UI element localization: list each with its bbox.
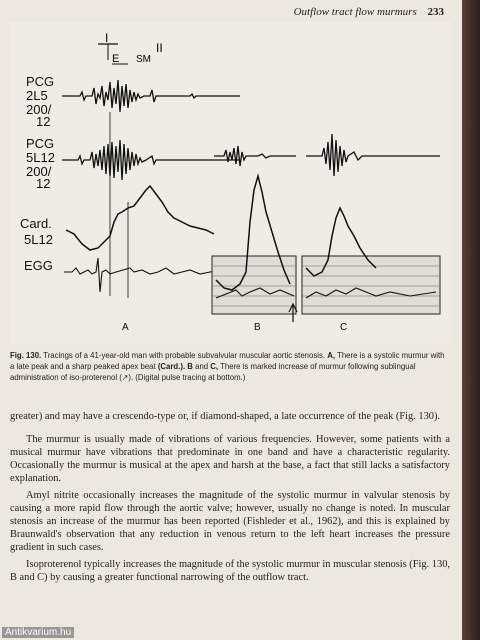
book-spine-edge: [462, 0, 480, 640]
paragraph-4: Isoproterenol typically increases the magnitude of the systolic murmur in muscular stenosis (Fig. 130, B and C) by causing a greater functional narrowing of the outflow tract.: [10, 559, 450, 583]
page-number: 233: [427, 6, 444, 18]
caption-and: and: [195, 362, 211, 371]
grid-box-b: [212, 256, 296, 314]
running-header: [294, 6, 444, 18]
label-pcg2: PCG: [26, 136, 55, 151]
label-pcg2-position: 5L12: [26, 150, 55, 165]
label-ecg: EGG: [24, 258, 53, 273]
watermark: Antikvarium.hu: [2, 627, 74, 638]
panel-label-a: A: [122, 322, 129, 333]
phonocardiogram-tracings: [10, 22, 452, 344]
pcg2-trace-a: [62, 140, 240, 180]
grid-box-c: [302, 256, 440, 314]
caption-line3: There is marked increase of murmur following sublingual administration of iso-: [10, 362, 416, 382]
label-pcg2-filter-b: 12: [36, 176, 51, 191]
figure-caption: [10, 350, 450, 383]
caption-line4: proterenol (↗). (Digital pulse tracing at bottom.): [81, 373, 246, 382]
paragraph-2: The murmur is usually made of vibrations of various frequencies. However, some patients with a musical murmur have vibrations that predominate in one band and have a characteristic regularity. Occasionally the murmur is musical at the apex and harsh at the base, a fact that still lacks a satisfactory explanation.: [10, 434, 450, 484]
caption-part-a: A,: [327, 351, 336, 360]
paragraph-3: Amyl nitrite occasionally increases the magnitude of the systolic murmur in valvular stenosis by causing a more rapid flow through the aortic valve; however, usually no change is noted. In muscular stenosis an increase of the murmur has been reported (Fishleder et al., 1962), and this is explained by Braunwald's observation that any reduction in venous return to the left heart increases the pressure gradient in such cases.: [10, 490, 450, 553]
marker-first-sound: I: [105, 31, 109, 45]
marker-ejection: E: [112, 53, 120, 65]
paragraph-1: greater) and may have a crescendo-type or, if diamond-shaped, a late occurrence of the peak (Fig. 130).: [10, 411, 441, 422]
figure-number: Fig. 130.: [10, 351, 42, 360]
pcg-trace-b: [214, 146, 296, 166]
running-title: Outflow tract flow murmurs: [293, 6, 417, 18]
panel-label-b: B: [254, 322, 261, 333]
caption-part-b: B: [185, 362, 193, 371]
caption-part-c: C,: [210, 362, 219, 371]
label-cardiogram-position: 5L12: [24, 232, 53, 247]
pcg-trace-c: [306, 134, 440, 176]
label-pcg1-position: 2L5: [26, 88, 48, 103]
label-pcg1-filter: 200/: [26, 102, 52, 117]
marker-second-sound: II: [156, 41, 163, 55]
caption-line1: Tracings of a 41-year-old man with probable subvalvular muscular aortic stenosis.: [41, 351, 326, 360]
panel-label-c: C: [340, 322, 348, 333]
label-pcg1-filter-b: 12: [36, 114, 51, 129]
caption-card-ref: (Card.).: [157, 362, 186, 371]
ecg-trace-a: [64, 258, 220, 292]
label-cardiogram: Card.: [20, 216, 52, 231]
apex-cardiogram-trace-a: [66, 186, 214, 250]
pcg1-trace-a: [62, 80, 240, 112]
label-pcg2-filter: 200/: [26, 164, 52, 179]
label-pcg1: PCG: [26, 74, 55, 89]
body-text: [10, 410, 450, 584]
marker-systolic-murmur: SM: [136, 54, 151, 65]
figure-130: [10, 22, 452, 344]
caption-line2: There is a systolic murmur with a late peak and a sharp peaked apex beat: [10, 351, 445, 371]
